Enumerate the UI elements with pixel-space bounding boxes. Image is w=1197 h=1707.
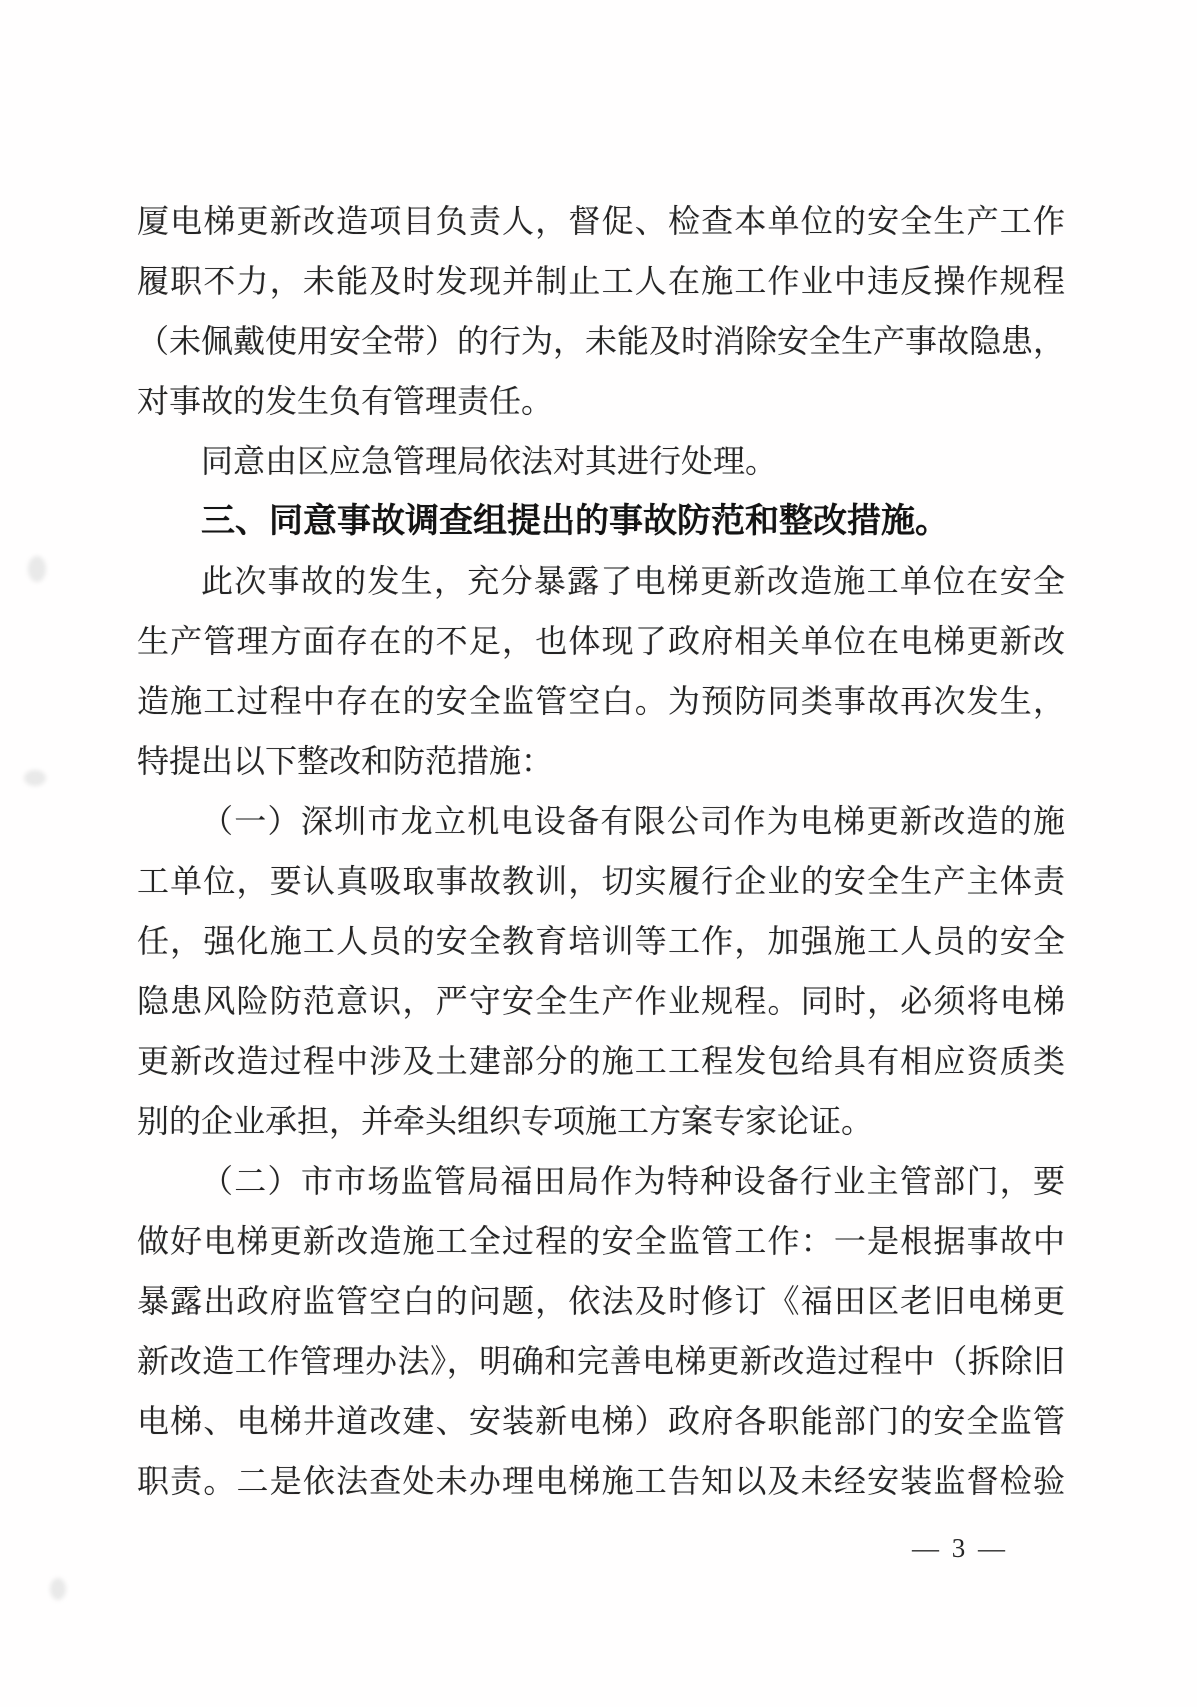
text-line: 履职不力，未能及时发现并制止工人在施工作业中违反操作规程 [137,263,1065,299]
scan-smudge [24,770,46,786]
text-line: （未佩戴使用安全带）的行为，未能及时消除安全生产事故隐患， [137,323,1066,359]
text-line: 生产管理方面存在的不足，也体现了政府相关单位在电梯更新改 [137,623,1065,659]
text-line: 特提出以下整改和防范措施： [137,743,554,779]
scan-smudge [28,556,46,582]
text-line: 别的企业承担，并牵头组织专项施工方案专家论证。 [137,1103,874,1139]
text-line: 更新改造过程中涉及土建部分的施工工程发包给具有相应资质类 [137,1043,1065,1079]
scan-smudge [50,1578,66,1600]
text-line: 做好电梯更新改造施工全过程的安全监管工作：一是根据事故中 [137,1223,1065,1259]
text-line: 此次事故的发生，充分暴露了电梯更新改造施工单位在安全 [201,563,1065,599]
page-number: — 3 — [912,1533,1008,1563]
text-line: 工单位，要认真吸取事故教训，切实履行企业的安全生产主体责 [137,863,1065,899]
text-line: 同意由区应急管理局依法对其进行处理。 [201,443,778,479]
text-line: （一）深圳市龙立机电设备有限公司作为电梯更新改造的施 [201,803,1065,839]
text-line: 暴露出政府监管空白的问题，依法及时修订《福田区老旧电梯更 [137,1283,1065,1319]
text-line: 隐患风险防范意识，严守安全生产作业规程。同时，必须将电梯 [137,983,1065,1019]
text-line: 电梯、电梯井道改建、安装新电梯）政府各职能部门的安全监管 [137,1403,1065,1439]
text-line: 新改造工作管理办法》，明确和完善电梯更新改造过程中（拆除旧 [137,1343,1065,1379]
text-line: 职责。二是依法查处未办理电梯施工告知以及未经安装监督检验 [137,1463,1065,1499]
section-heading: 三、同意事故调查组提出的事故防范和整改措施。 [201,502,949,540]
document-body [137,191,1065,1511]
text-line: 对事故的发生负有管理责任。 [137,383,554,419]
text-line: 任，强化施工人员的安全教育培训等工作，加强施工人员的安全 [137,923,1065,959]
text-line: （二）市市场监管局福田局作为特种设备行业主管部门，要 [201,1163,1065,1199]
text-line: 厦电梯更新改造项目负责人，督促、检查本单位的安全生产工作 [137,203,1065,239]
text-line: 造施工过程中存在的安全监管空白。为预防同类事故再次发生， [137,683,1065,719]
